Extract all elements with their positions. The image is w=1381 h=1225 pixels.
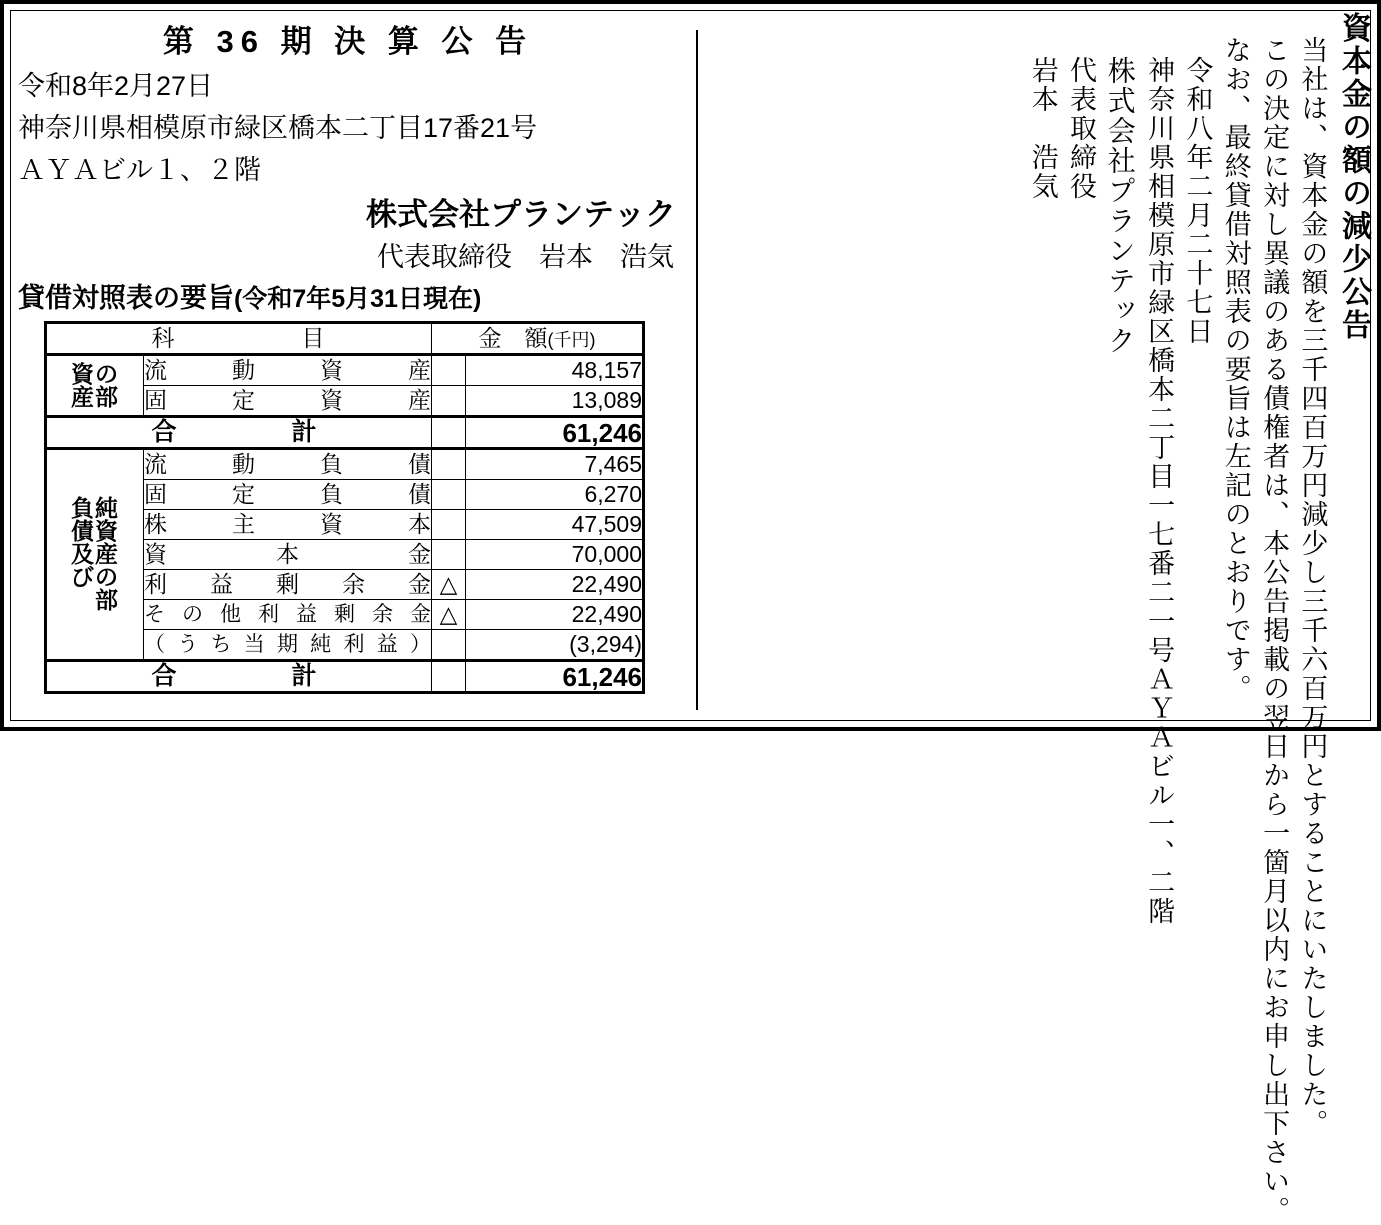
table-row: [46, 449, 644, 480]
notice-title: 資本金の額の減少公告: [1337, 12, 1370, 342]
row-label-net-income: （うち当期純利益）: [144, 630, 432, 661]
row-label-capital-stock: 資 本 金: [144, 540, 432, 570]
notice-date: 令和8年2月27日: [18, 71, 214, 101]
balance-sheet-title-text: 貸借対照表の要旨: [18, 283, 234, 313]
company-address-line2: ＡＹＡビル１、２階: [18, 155, 261, 185]
row-mark-other-retained-earnings: △: [432, 600, 466, 630]
row-amount-fixed-assets: 13,089: [466, 386, 644, 417]
balance-sheet-asof: (令和7年5月31日現在): [234, 285, 482, 313]
page-title: 第 36 期 決 算 公 告: [162, 24, 534, 59]
row-label-liabilities-total: 合 計: [46, 661, 432, 693]
row-mark-fixed-liabilities: [432, 480, 466, 510]
row-label-current-liabilities: 流 動 負 債: [144, 449, 432, 480]
table-total-row: [46, 417, 644, 449]
row-mark-liabilities-total: [432, 661, 466, 693]
balance-sheet-title: [18, 276, 678, 315]
row-amount-fixed-liabilities: 6,270: [466, 480, 644, 510]
section-label-assets: 資の 産部: [46, 355, 144, 417]
section-label-liabilities-net-assets: 負純 債資 及産 びの 部: [46, 449, 144, 661]
notice-address-vertical: 神奈川県相模原市緑区橋本二丁目一七番二一号ＡＹＡビル一、二階: [1144, 56, 1175, 926]
row-label-retained-earnings: 利 益 剰 余 金: [144, 570, 432, 600]
row-amount-assets-total: 61,246: [466, 417, 644, 449]
representative-name: 代表取締役 岩本 浩気: [377, 242, 674, 272]
row-amount-liabilities-total: 61,246: [466, 661, 644, 693]
row-mark-current-assets: [432, 355, 466, 386]
row-amount-retained-earnings: 22,490: [466, 570, 644, 600]
table-header-amount: [432, 323, 644, 355]
notice-paragraph-2: この決定に対し異議のある債権者は、本公告掲載の翌日から一箇月以内にお申し出下さい。: [1259, 36, 1290, 1225]
row-label-other-retained-earnings: その他利益剰余金: [144, 600, 432, 630]
row-amount-other-retained-earnings: 22,490: [466, 600, 644, 630]
row-mark-fixed-assets: [432, 386, 466, 417]
financial-statement-block: [18, 8, 678, 714]
row-label-assets-total: 合 計: [46, 417, 432, 449]
row-amount-capital-stock: 70,000: [466, 540, 644, 570]
notice-company-vertical: 株式会社プランテック: [1104, 56, 1136, 356]
table-header-row: [46, 323, 644, 355]
vertical-divider: [696, 30, 698, 710]
balance-sheet-table: [44, 321, 645, 694]
row-label-shareholders-equity: 株 主 資 本: [144, 510, 432, 540]
row-mark-current-liabilities: [432, 449, 466, 480]
row-mark-net-income: [432, 630, 466, 661]
row-mark-retained-earnings: △: [432, 570, 466, 600]
row-amount-shareholders-equity: 47,509: [466, 510, 644, 540]
company-name: 株式会社プランテック: [366, 197, 676, 232]
notice-paragraph-1: 当社は、資本金の額を三千四百万円減少し三千六百万円とすることにいたしました。: [1297, 36, 1328, 1138]
company-address-line1: 神奈川県相模原市緑区橋本二丁目17番21号: [18, 113, 538, 143]
table-row: [46, 355, 644, 386]
row-label-current-assets: 流 動 資 産: [144, 355, 432, 386]
row-mark-shareholders-equity: [432, 510, 466, 540]
table-header-amount-unit: (千円): [547, 330, 596, 350]
row-amount-net-income: (3,294): [466, 630, 644, 661]
row-amount-current-assets: 48,157: [466, 355, 644, 386]
row-amount-current-liabilities: 7,465: [466, 449, 644, 480]
notice-paragraph-3: なお、最終貸借対照表の要旨は左記のとおりです。: [1220, 36, 1251, 703]
table-header-amount-text: 金 額: [478, 325, 548, 351]
table-total-row: [46, 661, 644, 693]
notice-rep-name-vertical: 岩本 浩気: [1027, 56, 1058, 201]
row-mark-assets-total: [432, 417, 466, 449]
row-label-fixed-assets: 固 定 資 産: [144, 386, 432, 417]
row-label-fixed-liabilities: 固 定 負 債: [144, 480, 432, 510]
table-header-item: 科 目: [46, 323, 432, 355]
capital-reduction-notice-block: [710, 12, 1374, 1225]
row-mark-capital-stock: [432, 540, 466, 570]
notice-date-vertical: 令和八年二月二十七日: [1182, 56, 1213, 346]
notice-rep-title-vertical: 代表取締役: [1066, 56, 1097, 201]
